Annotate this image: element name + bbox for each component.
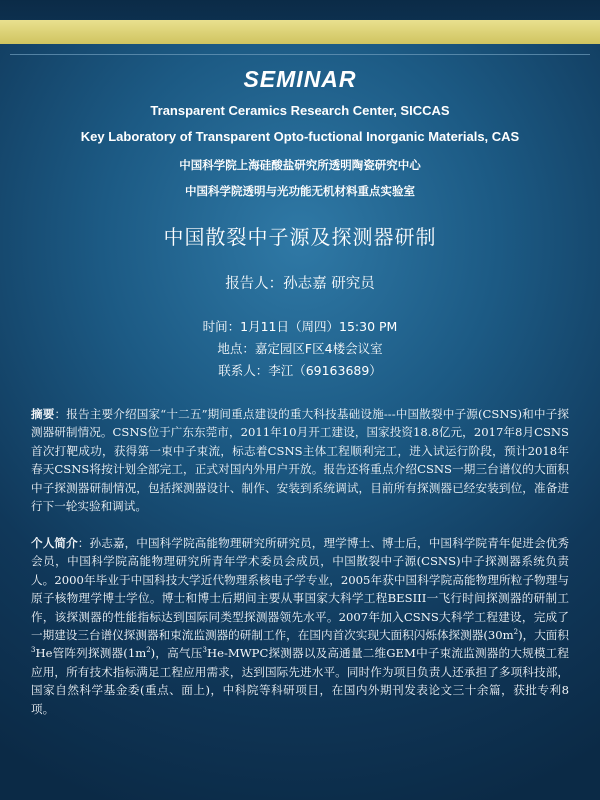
poster-header — [0, 60, 600, 383]
org-chinese-2: 中国科学院透明与光功能无机材料重点实验室 — [185, 184, 415, 198]
header-divider — [10, 54, 590, 55]
gold-header-bar — [0, 20, 600, 44]
event-details — [0, 317, 600, 383]
bio-text-1: ：孙志嘉，中国科学院高能物理研究所研究员，理学博士、博士后，中国科学院青年促进会优秀会员，中国科学院高能物理研究所青年学术委员会成员，中国散裂中子源(CSNS)中子探测器系统负责人。2000年毕业于中国科技大学近代物理系核电子学专业，2005年获中国科学院高能物理所粒子物理与原子核物理学博士学位。博士和博士后期间主要从事国家大科学工程BESIII一飞行时间探测器的研制工作，该探测器的性能指标达到国际同类型探测器领先水平。2007年加入CSNS大科学工程建设，完成了一期建设三台谱仪探测器和束流监测器的研制工作，在国内首次实现大面积闪烁体探测器(30m — [31, 536, 569, 643]
bio-sup-helium-1: 3 — [31, 646, 36, 655]
bio-sup-helium-2: 3 — [202, 646, 207, 655]
abstract-label: 摘要 — [31, 407, 55, 421]
org-english-2: Key Laboratory of Transparent Opto-fuctional Inorganic Materials, CAS — [80, 129, 520, 144]
bio-text-4: )，高气压 — [150, 646, 203, 661]
event-time: 时间：1月11日（周四）15:30 PM — [202, 319, 398, 334]
bio-paragraph — [31, 534, 569, 718]
bio-label: 个人简介 — [31, 536, 78, 550]
org-english-1: Transparent Ceramics Research Center, SICCAS — [150, 103, 450, 118]
event-contact: 联系人：李江（69163689） — [218, 363, 382, 378]
event-location: 地点：嘉定园区F区4楼会议室 — [217, 341, 383, 356]
bio-sup-area-2: 2 — [146, 646, 151, 655]
talk-title: 中国散裂中子源及探测器研制 — [163, 225, 437, 249]
seminar-title: SEMINAR — [243, 66, 357, 92]
abstract-paragraph — [31, 405, 569, 515]
bio-text-5: He-MWPC探测器以及高通量二维GEM中子束流监测器的大规模工程应用，所有技术指标满足工程应用需求，达到国际先进水平。同时作为项目负责人还承担了多项科技部，国家自然科学基金委(重点、面上)，中科院等科研项目，在国内外期刊发表论文三十余篇，获批专利8项。 — [31, 646, 569, 716]
abstract-text: ：报告主要介绍国家“十二五”期间重点建设的重大科技基础设施---中国散裂中子源(CSNS)和中子探测器研制情况。CSNS位于广东东莞市，2011年10月开工建设，国家投资18.8亿元，2017年8月CSNS首次打靶成功，获得第一束中子束流，标志着CSNS主体工程顺利完工，进入试运行阶段，预计2018年春天CSNS将按计划全部完工，正式对国内外用户开放。报告还将重点介绍CSNS一期三台谱仪的大面积中子探测器研制情况，包括探测器设计、制作、安装到系统调试，目前所有探测器已经安装到位，准备进行下一轮实验和调试。 — [31, 407, 569, 514]
org-chinese-1: 中国科学院上海硅酸盐研究所透明陶瓷研究中心 — [179, 158, 421, 172]
bio-sup-area-1: 2 — [513, 628, 519, 637]
bio-text-3: He管阵列探测器(1m — [35, 646, 147, 661]
speaker: 报告人：孙志嘉 研究员 — [225, 276, 375, 292]
bio-text-2: )，大面积 — [518, 628, 569, 643]
